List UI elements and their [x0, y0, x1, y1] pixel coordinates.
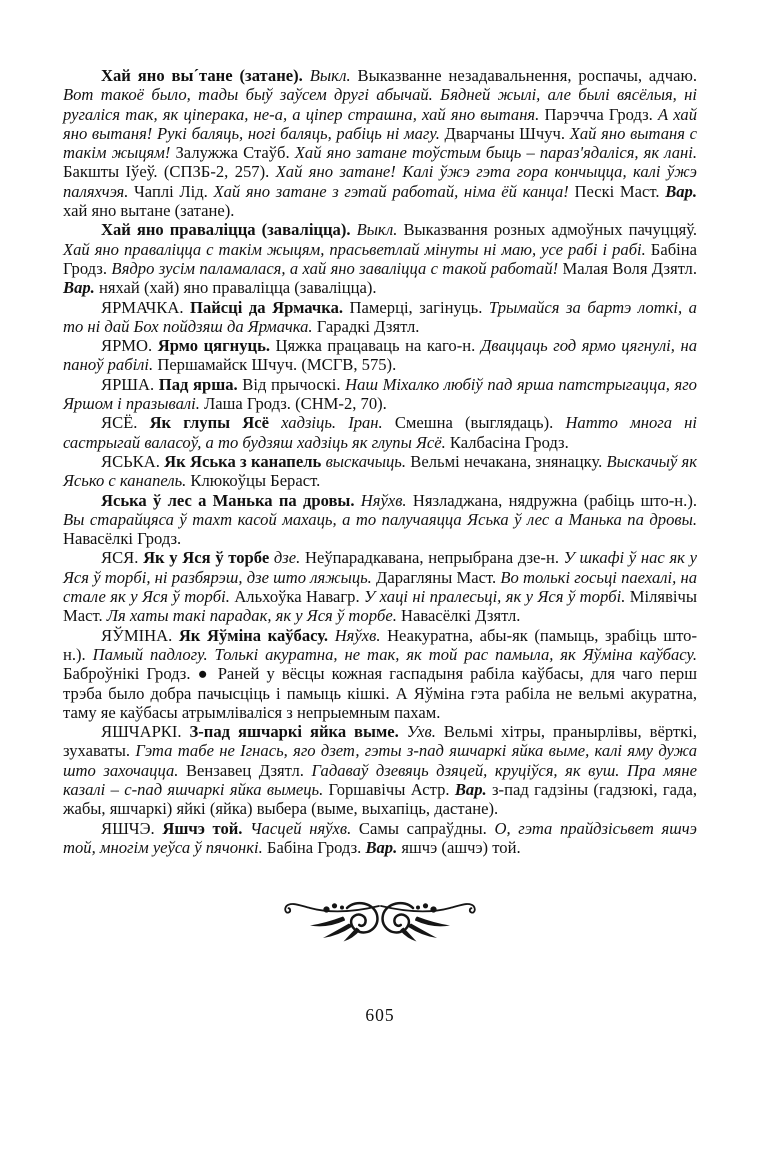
flourish-ornament-icon: [63, 895, 697, 947]
text-run: Мілявічы Маст.: [63, 587, 698, 626]
text-run: Дварчаны Шчуч.: [439, 123, 570, 143]
text-run: Як у Яся ў торбе: [143, 548, 270, 568]
text-run: Няўхв.: [334, 625, 381, 645]
text-run: Калбасіна Гродз.: [445, 432, 569, 452]
text-run: Наш Міхалко любіў пад ярша патстрыгацца, яго Яршом і празывалі.: [63, 374, 697, 414]
text-run: Баброўнікі Гродз. ● Раней у вёсцы кожная гаспадыня рабіла каўбасы, для чаго перш трэба было добра пачысціць і памыць кішкі. А Яўміна гэта рабіла не вельмі акуратна, таму яе каўбасы атрымліваліся з непрыемным пахам.: [63, 664, 697, 722]
text-run: ЯСЁ.: [101, 413, 150, 433]
dictionary-entry-paragraph: [63, 491, 697, 549]
text-run: Часцей няўхв.: [250, 818, 352, 838]
text-run: Выкл.: [309, 66, 351, 85]
text-run: Памерці, загінуць.: [343, 297, 489, 317]
page-number: 605: [365, 1005, 395, 1026]
text-run: хадзіць. Іран.: [268, 413, 383, 433]
text-run: Вар.: [365, 837, 398, 857]
text-run: Хай яно затане тоўстым быць – параз'ядаліся, як лані.: [294, 143, 698, 163]
text-run: Як Яська з канапель: [164, 451, 322, 471]
text-run: Малая Воля Дзятл.: [558, 258, 697, 278]
text-run: Альхоўка Навагр.: [229, 587, 365, 607]
text-run: Трымайся за бартэ лоткі, а то ні дай Бох пойдзяш да Ярмачка.: [63, 297, 697, 336]
dictionary-entry-paragraph: [63, 66, 697, 220]
text-run: З-пад яшчаркі яйка выме.: [189, 722, 407, 742]
text-run: Як глупы Ясё: [149, 413, 269, 433]
dictionary-entry-paragraph: [63, 548, 697, 625]
dictionary-entry-paragraph: [63, 220, 697, 297]
dictionary-entry-paragraph: [63, 722, 697, 818]
text-run: Самы сапраўдны.: [351, 818, 495, 838]
text-run: Дваццаць год ярмо цягнулі, на паноў рабілі.: [63, 336, 697, 375]
dictionary-entry-paragraph: [63, 626, 697, 722]
text-run: ЯСЯ.: [101, 548, 144, 568]
text-run: ЯРША.: [101, 374, 159, 394]
text-run: Лаша Гродз. (СНМ-2, 70).: [199, 394, 387, 414]
text-run: Памый падлогу. Толькі акуратна, не так, як той рас памыла, як Яўміна каўбасу.: [92, 644, 697, 664]
text-run: выскачыць.: [321, 451, 406, 471]
text-run: Цяжка працаваць на каго-н.: [270, 336, 481, 356]
dictionary-entry-paragraph: [63, 298, 697, 337]
text-run: Вот такоё было, тады быў заўсем другі абычай. Бядней жылі, але былі вясёлыя, ні ругаліся так, як ціперака, не-а, а ціпер страшна, хай яно вытаня.: [63, 85, 697, 124]
text-run: Выказванне незадавальнення, роспачы, адчаю.: [350, 66, 697, 85]
text-run: Яшчэ той.: [162, 818, 251, 838]
text-run: Гадаваў дзевяць дзяцей, круціўся, як вуш. Пра мяне казалі – с-пад яшчаркі яйка вымець.: [63, 760, 697, 799]
text-run: Выскачыў як Ясько с канапель.: [63, 451, 697, 491]
dictionary-entry-paragraph: [63, 819, 697, 858]
text-run: Хай яно праваліцца с такім жыцям, прасьветлай мінуты ні маю, усе рабі і рабі.: [63, 239, 646, 259]
text-run: Няўхв.: [360, 490, 407, 510]
text-run: Чаплі Лід.: [128, 181, 214, 201]
text-run: Во толькі госьці паехалі, на стале як у Яся ў торбі.: [63, 567, 697, 607]
text-run: Нязладжана, нядружна (рабіць што-н.).: [406, 490, 697, 510]
text-run: Бакшты Іўеў. (СПЗБ-2, 257).: [63, 162, 276, 182]
text-run: Від прычоскі.: [237, 374, 346, 394]
text-run: Бабіна Гродз.: [63, 239, 697, 278]
text-run: Вар.: [63, 278, 95, 298]
text-run: Залужжа Стаўб.: [170, 143, 295, 163]
text-run: Пайсці да Ярмачка.: [190, 297, 344, 317]
text-run: Хай яно затане з гэтай работай, німа ёй канца!: [213, 181, 569, 201]
text-run: Вядро зусім паламалася, а хай яно заваліцца с такой работай!: [111, 258, 559, 278]
text-run: Хай яно вы´тане (затане).: [101, 66, 310, 85]
text-run: дзе.: [269, 548, 301, 568]
text-run: Вы старайцяса ў тахт касой махаць, а то палучаяцца Яська ў лес а Манька па дровы.: [63, 509, 697, 529]
text-run: ЯСЬКА.: [101, 451, 165, 471]
text-run: няхай (хай) яно праваліцца (заваліцца).: [94, 278, 377, 298]
text-run: Навасёлкі Дзятл.: [396, 606, 521, 626]
text-run: Гэта табе не Ігнась, яго дзет, гэты з-пад яшчаркі яйка выме, калі яму дужа што захочацца.: [63, 741, 698, 780]
text-run: ЯШЧАРКІ.: [101, 722, 190, 742]
text-run: Хай яно затане! Калі ўжэ гэта гора кончыцца, калі ўжэ паляхчэя.: [63, 162, 697, 201]
text-run: Выказвання розных адмоўных пачуццяў.: [397, 220, 697, 240]
text-block: [63, 66, 697, 857]
text-run: Вар.: [454, 779, 487, 799]
text-run: хай яно вытане (затане).: [63, 201, 235, 221]
text-run: Навасёлкі Гродз.: [63, 529, 182, 549]
text-run: Вельмі нечакана, знянацку.: [406, 451, 607, 471]
text-run: Першамайск Шчуч. (МСГВ, 575).: [153, 355, 397, 375]
dictionary-entry-paragraph: [63, 375, 697, 414]
text-run: У хаці ні пралесьці, як у Яся ў торбі.: [364, 587, 626, 607]
text-run: Вензавец Дзятл.: [178, 760, 312, 780]
text-run: Яська ў лес а Манька па дровы.: [101, 490, 361, 510]
text-run: У шкафі ў нас як у Яся ў торбі, ні разбярэш, дзе што ляжыць.: [63, 548, 697, 587]
text-run: Гарадкі Дзятл.: [312, 316, 420, 336]
text-run: ЯШЧЭ.: [101, 818, 163, 838]
text-run: Пескі Маст.: [568, 181, 666, 201]
text-run: А хай яно вытаня! Рукі баляць, ногі баляць, рабіць ні магу.: [63, 104, 698, 143]
text-run: Бабіна Гродз.: [262, 837, 366, 857]
text-run: з-пад гадзіны (гадзюкі, гада, жабы, яшчаркі) яйкі (яйка) выбера (выме, выхапіць, дастане).: [63, 779, 697, 819]
text-run: Як Яўміна каўбасу.: [178, 625, 335, 645]
dictionary-entry-paragraph: [63, 336, 697, 375]
text-run: Пад ярша.: [158, 374, 238, 394]
text-run: Выкл.: [356, 220, 398, 240]
text-run: ЯРМАЧКА.: [101, 297, 191, 317]
text-run: Смешна (выглядаць).: [382, 413, 566, 433]
text-run: ЯРМО.: [101, 336, 158, 356]
text-run: Вельмі хітры, пранырлівы, вёрткі, зухаваты.: [63, 722, 697, 761]
text-run: Горшавічы Астр.: [323, 779, 455, 799]
dictionary-entry-paragraph: [63, 452, 697, 491]
text-run: ЯЎМІНА.: [101, 625, 179, 645]
text-run: Неакуратна, абы-як (памыць, зрабіць што-н.).: [63, 625, 697, 664]
text-run: Неўпарадкавана, непрыбрана дзе-н.: [300, 548, 564, 568]
text-run: О, гэта прайдзісьвет яшчэ той, многім уеўса ў пячонкі.: [63, 818, 697, 857]
text-run: яшчэ (ашчэ) той.: [397, 837, 521, 857]
dictionary-entry-paragraph: [63, 413, 697, 452]
text-run: Ярмо цягнуць.: [157, 336, 271, 356]
text-run: Вар.: [665, 181, 697, 201]
text-run: Парэчча Гродз.: [539, 104, 658, 124]
text-run: Хай яно вытаня с такім жыцям!: [63, 123, 698, 163]
text-run: Дарагляны Маст.: [371, 567, 501, 587]
text-run: Хай яно праваліцца (заваліцца).: [101, 220, 357, 240]
text-run: Натто многа ні састрыгай валасоў, а то будзяш хадзіць як глупы Ясё.: [63, 413, 698, 452]
text-run: Клюкоўцы Бераст.: [186, 471, 321, 491]
text-run: Ухв.: [406, 722, 436, 742]
text-run: Ля хаты такі парадак, як у Яся ў торбе.: [106, 606, 397, 626]
